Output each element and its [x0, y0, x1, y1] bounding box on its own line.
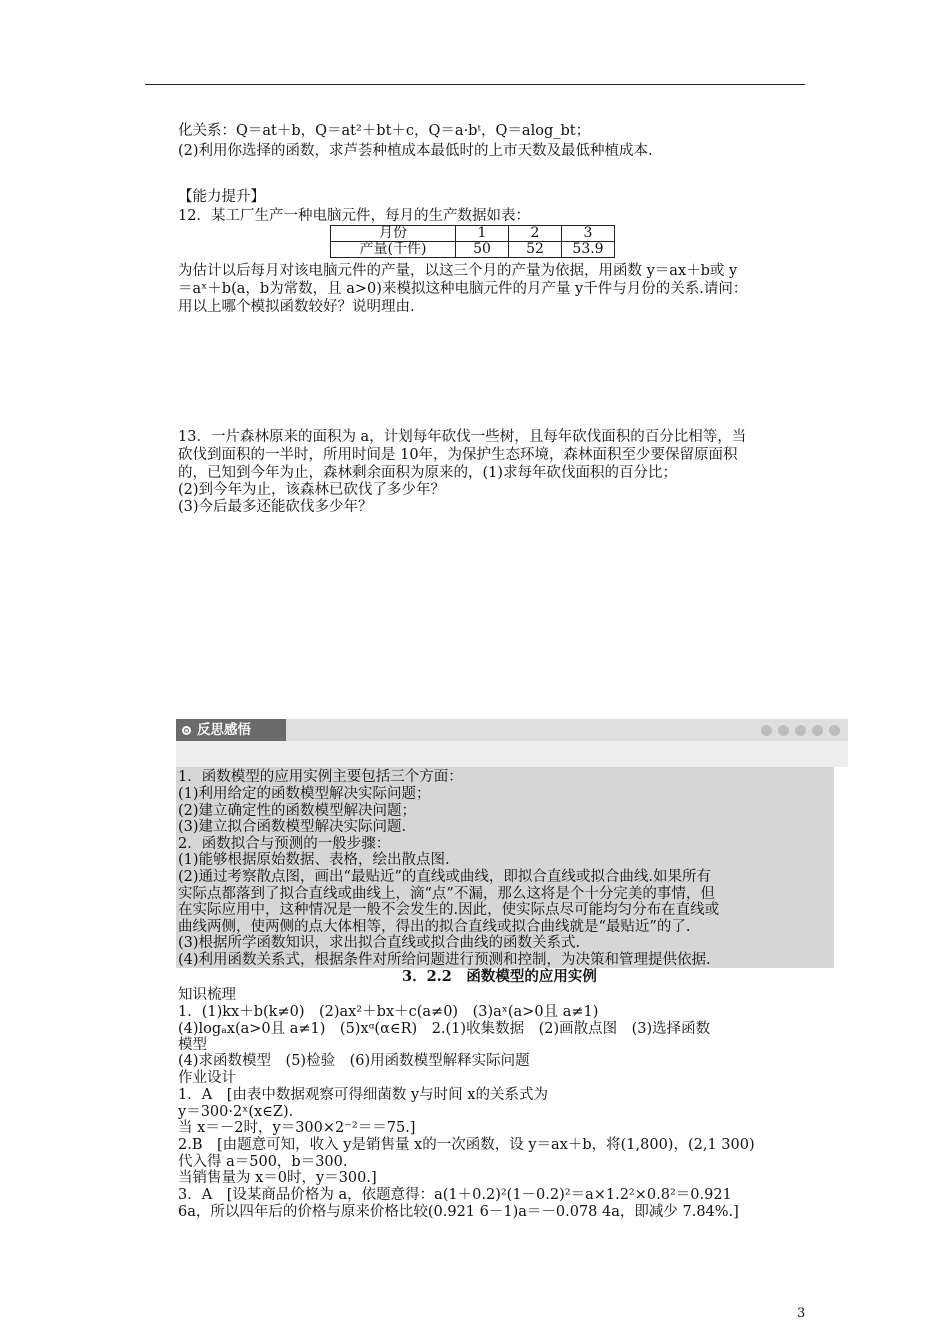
table-cell: 2 — [509, 226, 562, 242]
answer-line: 6a，所以四年后的价格与原来价格比较(0.921 6－1)a＝－0.078 4a，即减少 7.84%.] — [178, 1204, 739, 1220]
q13-text-line: (2)到今年为止，该森林已砍伐了多少年？ — [178, 482, 446, 498]
table-row — [331, 242, 615, 258]
target-circle-icon — [182, 726, 191, 735]
knowledge-line: (4)logₐx(a>0且 a≠1) (5)xᵅ(α∈R) 2.(1)收集数据 (2)画散点图 (3)选择函数 — [178, 1021, 711, 1037]
q12-text-line: ＝aˣ＋b(a，b为常数，且 a>0)来模拟这种电脑元件的月产量 y千件与月份的关系.请问： — [178, 281, 748, 297]
page-number: 3 — [797, 1306, 806, 1321]
table-cell: 1 — [456, 226, 509, 242]
q11-function-list: 化关系：Q＝at＋b，Q＝at²＋bt＋c，Q＝a·bᵗ，Q＝alog_bt； — [178, 123, 591, 139]
table-cell: 53.9 — [562, 242, 615, 258]
reflection-line: 1．函数模型的应用实例主要包括三个方面： — [178, 769, 463, 785]
decorative-dots — [755, 724, 840, 740]
knowledge-line: 1．(1)kx＋b(k≠0) (2)ax²＋bx＋c(a≠0) (3)aˣ(a>0且 a≠1) — [178, 1004, 599, 1020]
production-table — [330, 225, 615, 258]
reflection-line: (4)利用函数关系式，根据条件对所给问题进行预测和控制，为决策和管理提供依据. — [178, 952, 711, 968]
q13-text-line: 砍伐到面积的一半时，所用时间是 10年，为保护生态环境，森林面积至少要保留原面积 — [178, 447, 738, 463]
knowledge-line: (4)求函数模型 (5)检验 (6)用函数模型解释实际问题 — [178, 1053, 530, 1069]
q11-part2: (2)利用你选择的函数，求芦荟种植成本最低时的上市天数及最低种植成本. — [178, 143, 653, 159]
reflection-banner-strip — [176, 741, 848, 767]
table-cell: 52 — [509, 242, 562, 258]
header-rule — [145, 84, 805, 85]
reflection-line: (2)通过考察散点图，画出“最贴近”的直线或曲线，即拟合直线或拟合曲线.如果所有 — [178, 869, 711, 885]
q13-text-line: 的，已知到今年为止，森林剩余面积为原来的，(1)求每年砍伐面积的百分比； — [178, 465, 678, 481]
reflection-line: 曲线两侧，使两侧的点大体相等，得出的拟合直线或拟合曲线就是“最贴近”的了. — [178, 919, 691, 935]
reflection-line: (3)建立拟合函数模型解决实际问题. — [178, 819, 407, 835]
dot-icon — [761, 725, 772, 736]
ability-heading: 【能力提升】 — [178, 189, 265, 205]
reflection-line: 实际点都落到了拟合直线或曲线上，滴“点”不漏，那么这将是个十分完美的事情，但 — [178, 886, 715, 902]
table-row-label: 产量(千件) — [331, 242, 456, 258]
table-row — [331, 226, 615, 242]
answer-line: y＝300·2ˣ(x∈Z). — [178, 1104, 294, 1120]
q13-text-line: 13．一片森林原来的面积为 a，计划每年砍伐一些树，且每年砍伐面积的百分比相等，当 — [178, 429, 747, 445]
reflection-banner — [176, 719, 848, 741]
q13-text-line: (3)今后最多还能砍伐多少年？ — [178, 499, 373, 515]
table-cell: 50 — [456, 242, 509, 258]
reflection-title: 反思感悟 — [197, 722, 251, 738]
reflection-line: 在实际应用中，这种情况是一般不会发生的.因此，使实际点尽可能均匀分布在直线或 — [178, 902, 720, 918]
q12-text-line: 为估计以后每月对该电脑元件的产量，以这三个月的产量为依据，用函数 y＝ax＋b或 y — [178, 263, 738, 279]
answer-section-title: 3．2.2 函数模型的应用实例 — [402, 968, 597, 985]
table-header-label: 月份 — [331, 226, 456, 242]
answer-line: 代入得 a＝500，b＝300. — [178, 1154, 348, 1170]
q12-intro: 12．某工厂生产一种电脑元件，每月的生产数据如表： — [178, 208, 530, 224]
dot-icon — [778, 725, 789, 736]
reflection-line: (2)建立确定性的函数模型解决问题； — [178, 803, 417, 819]
knowledge-heading: 知识梳理 — [178, 987, 236, 1003]
answer-line: 当 x＝－2时，y＝300×2⁻²＝＝75.] — [178, 1120, 416, 1136]
dot-icon — [795, 725, 806, 736]
reflection-line: (1)能够根据原始数据、表格，绘出散点图. — [178, 852, 450, 868]
knowledge-line: 模型 — [178, 1037, 207, 1053]
answer-line: 2.B [由题意可知，收入 y是销售量 x的一次函数，设 y＝ax＋b，将(1,800)，(2,1 300) — [178, 1137, 755, 1153]
homework-heading: 作业设计 — [178, 1070, 236, 1086]
table-cell: 3 — [562, 226, 615, 242]
reflection-line: (3)根据所学函数知识，求出拟合直线或拟合曲线的函数关系式. — [178, 935, 581, 951]
reflection-line: 2．函数拟合与预测的一般步骤： — [178, 836, 391, 852]
q12-text-line: 用以上哪个模拟函数较好？说明理由. — [178, 299, 415, 315]
reflection-line: (1)利用给定的函数模型解决实际问题； — [178, 786, 431, 802]
dot-icon — [812, 725, 823, 736]
answer-line: 当销售量为 x＝0时，y＝300.] — [178, 1170, 377, 1186]
answer-line: 3．A [设某商品价格为 a，依题意得：a(1＋0.2)²(1－0.2)²＝a×1.2²×0.8²＝0.921 — [178, 1187, 732, 1203]
answer-line: 1．A [由表中数据观察可得细菌数 y与时间 x的关系式为 — [178, 1087, 548, 1103]
reflection-tab — [176, 719, 286, 741]
dot-icon — [829, 725, 840, 736]
